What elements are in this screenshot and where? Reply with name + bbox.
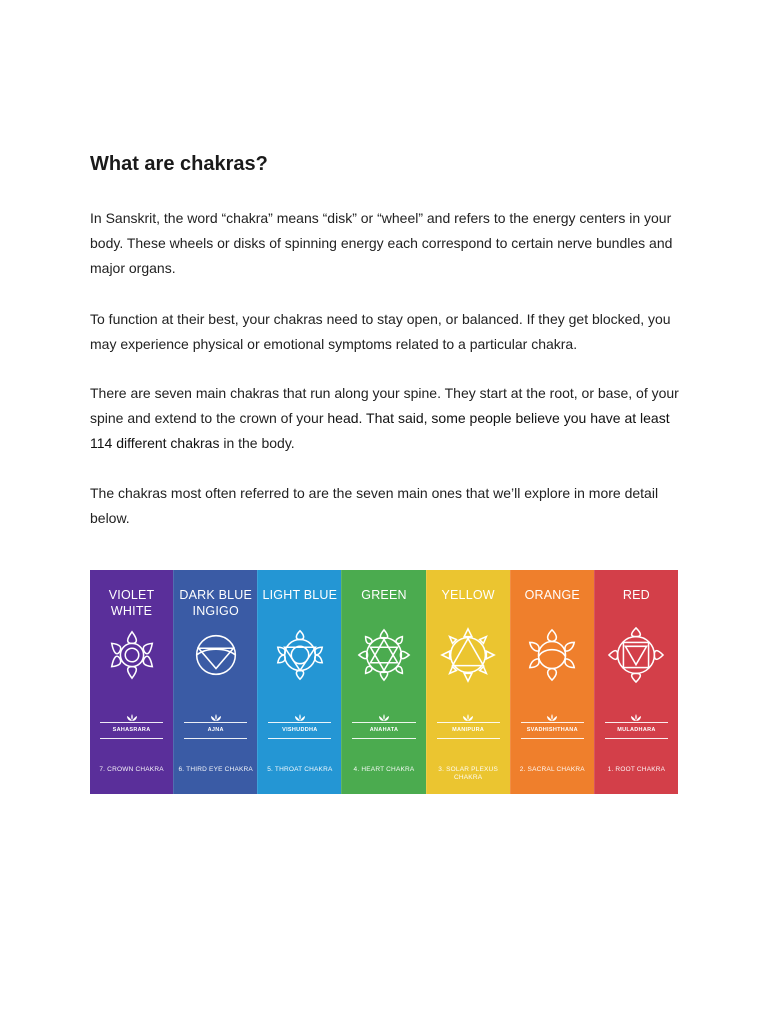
sacral-chakra-icon [523, 626, 581, 684]
chakra-name: 7. CROWN CHAKRA [99, 766, 164, 773]
chakra-color-name: GREEN [361, 588, 407, 602]
paragraph-4: The chakras most often referred to are the seven main ones that we’ll explore in more detail below. [90, 485, 659, 526]
chakra-sanskrit-name: ANAHATA [352, 722, 415, 739]
chakra-name: 4. HEART CHAKRA [353, 766, 415, 773]
chakra-name: 2. SACRAL CHAKRA [519, 766, 585, 773]
paragraph-2: To function at their best, your chakras need to stay open, or balanced. If they get blocked, you may experience physical or emotional symptoms related to a particular chakra. [90, 311, 671, 352]
article-heading: What are chakras? [90, 153, 268, 175]
chakra-color-name: LIGHT BLUE [262, 588, 338, 602]
chakra-chart-image [90, 570, 678, 794]
lotus-icon [210, 714, 222, 722]
chakra-name: 1. ROOT CHAKRA [607, 766, 666, 773]
paragraph-3-text-end: in the body. [219, 435, 295, 451]
chakra-color-name: DARK BLUE INGIGO [179, 588, 253, 618]
paragraph-3-text-middle: . That said, some people believe you have at least [358, 410, 670, 426]
chakra-color-name: YELLOW [441, 588, 495, 602]
paragraph-3 [90, 381, 680, 456]
chakra-panel-solar-plexus [426, 570, 510, 794]
chakra-color-name: RED [622, 588, 650, 602]
chakra-sanskrit-name: SVADHISHTHANA [521, 722, 584, 739]
chakra-panel-throat [257, 570, 341, 794]
chakra-name: 5. THROAT CHAKRA [267, 766, 333, 773]
chakra-panel-third-eye [173, 570, 257, 794]
lotus-icon [546, 714, 558, 722]
throat-chakra-icon [271, 626, 329, 684]
paragraph-3-text-start: There are seven main chakras that run along your spine. They start at the root, or base, of your spine and extend to the crown of your [90, 385, 679, 426]
chakra-sanskrit-name: MANIPURA [437, 722, 500, 739]
third-eye-chakra-icon [187, 626, 245, 684]
lotus-icon [126, 714, 138, 722]
chakra-sanskrit-name: SAHASRARA [100, 722, 163, 739]
chakras-count-link[interactable]: 114 different chakras [90, 435, 220, 451]
lotus-icon [630, 714, 642, 722]
solar-plexus-chakra-icon [439, 626, 497, 684]
chakra-panel-crown [90, 570, 173, 794]
chakra-panel-heart [341, 570, 425, 794]
chakra-sanskrit-name: AJNA [184, 722, 247, 739]
heart-chakra-icon [355, 626, 413, 684]
chakra-sanskrit-name: MULADHARA [605, 722, 668, 739]
paragraph-1: In Sanskrit, the word “chakra” means “disk” or “wheel” and refers to the energy centers in your body. These wheels or disks of spinning energy each correspond to certain nerve bundles and major organs. [90, 210, 673, 276]
chakra-name: 3. SOLAR PLEXUS CHAKRA [438, 766, 498, 781]
chakra-panel-root [594, 570, 678, 794]
root-chakra-icon [607, 626, 665, 684]
chakra-panel-sacral [510, 570, 594, 794]
lotus-icon [378, 714, 390, 722]
lotus-icon [462, 714, 474, 722]
crown-chakra-icon [103, 626, 161, 684]
chakra-color-name: VIOLET WHITE [108, 588, 155, 618]
chakra-sanskrit-name: VISHUDDHA [268, 722, 331, 739]
head-link[interactable]: head [327, 410, 359, 426]
chakra-name: 6. THIRD EYE CHAKRA [178, 766, 253, 773]
lotus-icon [294, 714, 306, 722]
chakra-color-name: ORANGE [524, 588, 580, 602]
